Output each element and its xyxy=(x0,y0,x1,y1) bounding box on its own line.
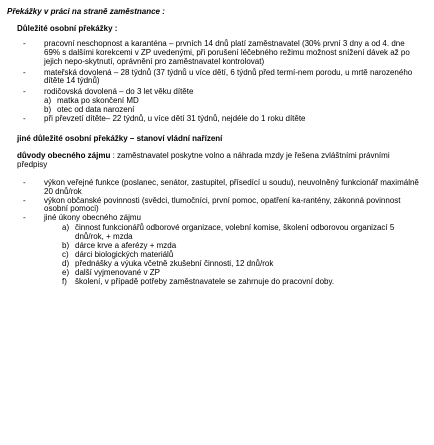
list-item: - mateřská dovolená – 28 týdnů (37 týdnů u více dětí, 6 týdnů před termí-nem porodu, u mrtě narozeného dítěte 14 týdnů) xyxy=(23,69,420,87)
sub-item: a) matka po skončení MD xyxy=(44,96,139,106)
personal-obstacles-list xyxy=(7,40,420,124)
list-item: - rodičovská dovolená – do 3 let věku dítěte a) matka po skončení MD b) otec od data narození xyxy=(23,88,420,115)
public-interest-lead: důvody obecného zájmu xyxy=(17,150,111,160)
sub-item: e) další vyjmenované v ZP xyxy=(62,267,160,277)
personal-obstacles-heading: Důležité osobní překážky : xyxy=(17,23,118,33)
sub-item: a) činnost funkcionářů odborové organizace, volební komise, školení odborovou organizací 5 dnů/rok, + mzda xyxy=(62,223,395,242)
sub-item: b) dárce krve a aferézy + mzda xyxy=(62,241,177,251)
list-item: - jiné úkony obecného zájmu a) činnost funkcionářů odborové organizace, volební komise, školení odborovou organizací 5 dnů/rok, + mzda b) dárce krve a aferézy + mzda c) dárci biologických materiálů d) přednášky a výuka včetně zkušební činnosti, 12 dnů/rok e) další vyjmenované v ZP f) školení, v případě potřeby zaměstnavatele se zahrnuje do pracovní doby. xyxy=(23,214,420,286)
list-item: - při převzetí dítěte– 22 týdnů, u více dětí 31 týdnů, nejdéle do 1 roku dítěte xyxy=(23,115,420,124)
list-item: - výkon občanské povinnosti (svědci, tlumočníci, první pomoc, opatření ka-rantény, zákonná povinnost osobní pomoci) xyxy=(23,197,420,215)
sub-item: f) školení, v případě potřeby zaměstnavatele se zahrnuje do pracovní doby. xyxy=(62,276,335,286)
sub-item: c) dárci biologických materiálů xyxy=(62,249,174,259)
other-obstacles-heading: jiné důležité osobní překážky – stanoví vládní nařízení xyxy=(17,133,223,143)
document-title: Překážky v práci na straně zaměstnance : xyxy=(7,7,165,16)
list-item: - výkon veřejné funkce (poslanec, senátor, zastupitel, přísedící u soudu), neuvolněný funkcionář maximálně 20 dnů/rok xyxy=(23,179,420,197)
parental-leave-sublist xyxy=(44,97,420,115)
public-interest-paragraph: důvody obecného zájmu : zaměstnavatel poskytne volno a náhrada mzdy je řešena zvláštními právními předpisy xyxy=(17,150,390,169)
public-interest-sublist xyxy=(44,224,420,286)
list-item: - pracovní neschopnost a karanténa – prvních 14 dnů platí zaměstnavatel (30% první 3 dny a od 4. dne 69% s dalšími korekcemi v ZP uvedenými, při porušení léčebného režimu možnost snížení dávek až po jejich nepo-skytnutí, oprávnění pro zaměstnavatel kontrolovat) xyxy=(23,40,420,67)
sub-item: d) přednášky a výuka včetně zkušební činnosti, 12 dnů/rok xyxy=(62,258,274,268)
public-interest-list xyxy=(7,179,420,287)
sub-item: b) otec od data narození xyxy=(44,105,135,115)
